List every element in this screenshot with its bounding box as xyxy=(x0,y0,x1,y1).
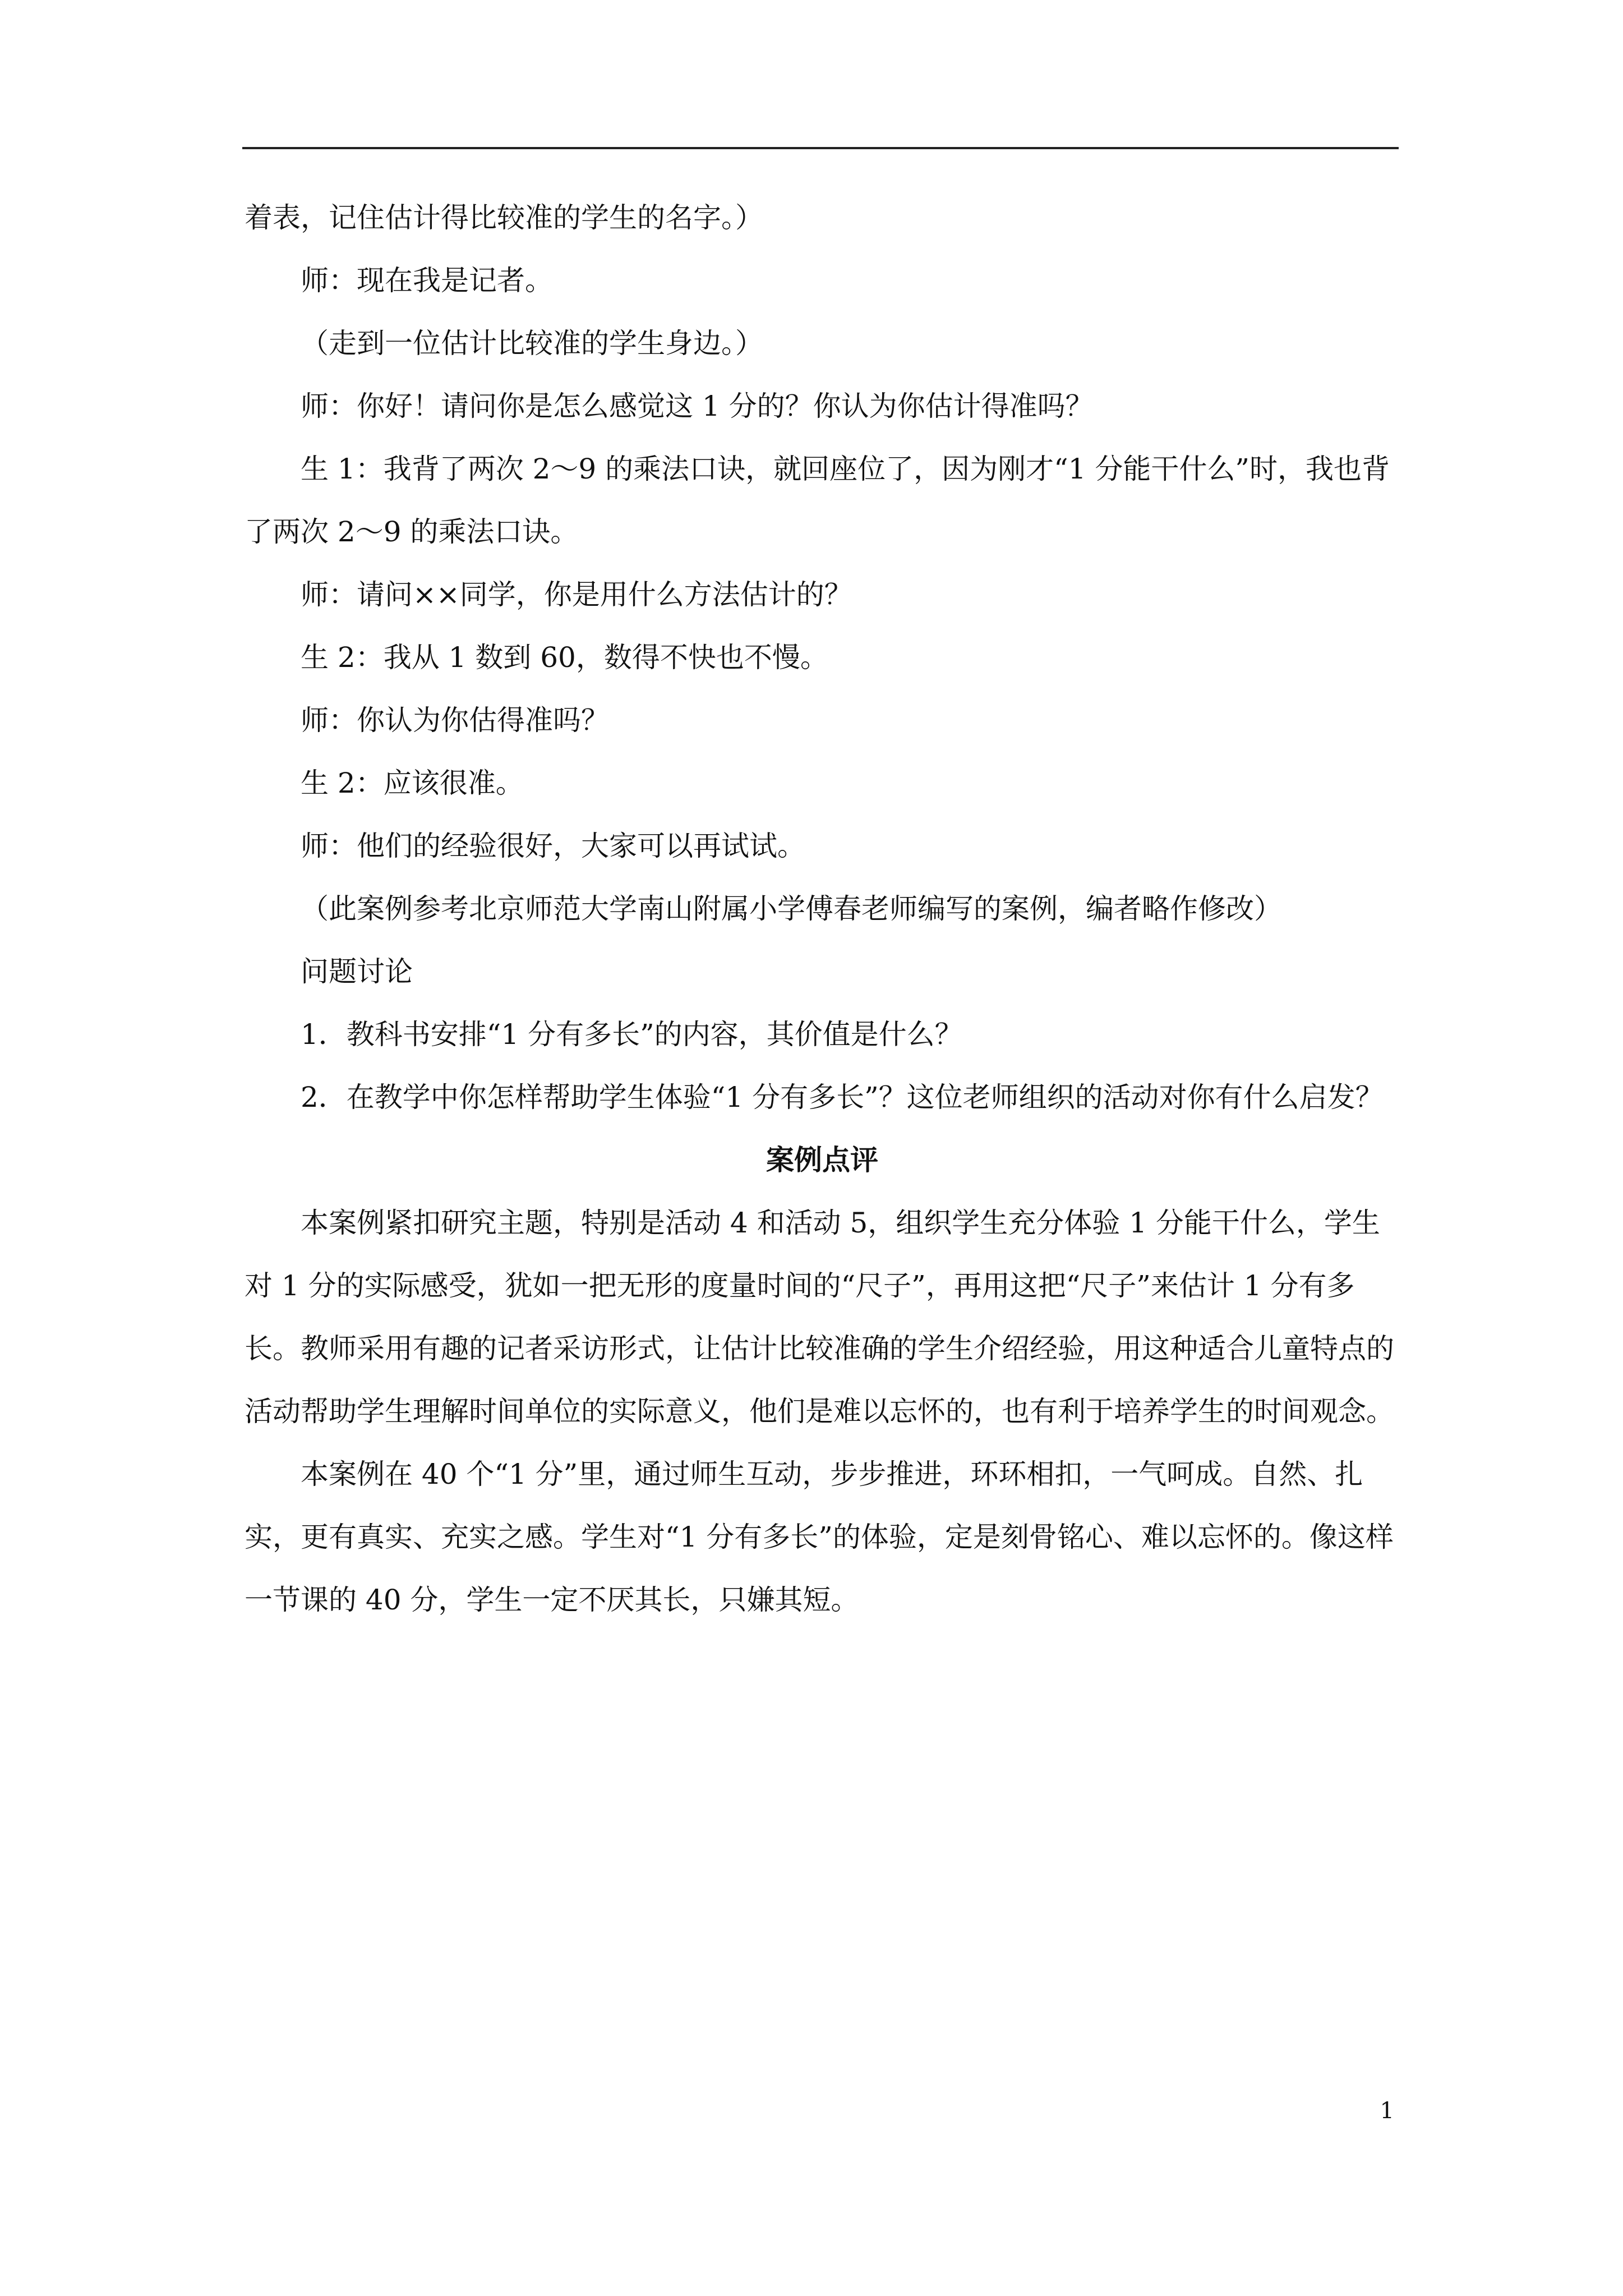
discussion-question-2: 2．在教学中你怎样帮助学生体验“1 分有多长”？这位老师组织的活动对你有什么启发？ xyxy=(301,1081,1384,1114)
dialogue-student-1: 生 1：我背了两次 2～9 的乘法口诀，就回座位了，因为刚才“1 分能干什么”时，我也背了两次 2～9 的乘法口诀。 xyxy=(245,453,1390,548)
dialogue-teacher-question: 师：你好！请问你是怎么感觉这 1 分的？你认为你估计得准吗？ xyxy=(301,390,1094,422)
discussion-heading: 问题讨论 xyxy=(301,955,413,988)
document-body xyxy=(245,186,1400,1631)
dialogue-student-2-count: 生 2：我从 1 数到 60，数得不快也不慢。 xyxy=(301,641,828,674)
case-source-note: （此案例参考北京师范大学南山附属小学傅春老师编写的案例，编者略作修改） xyxy=(301,892,1282,925)
dialogue-teacher-reporter: 师：现在我是记者。 xyxy=(301,264,553,297)
review-paragraph-1: 本案例紧扣研究主题，特别是活动 4 和活动 5，组织学生充分体验 1 分能干什么，学生对 1 分的实际感受，犹如一把无形的度量时间的“尺子”，再用这把“尺子”来估计 1 分有多长。教师采用有趣的记者采访形式，让估计比较准确的学生介绍经验，用这种适合儿童特点的活动帮助学生理解时间单位的实际意义，他们是难以忘怀的，也有利于培养学生的时间观念。 xyxy=(245,1207,1394,1428)
dialogue-student-2-answer: 生 2：应该很准。 xyxy=(301,767,524,799)
section-title-case-review: 案例点评 xyxy=(766,1144,878,1176)
review-paragraph-2: 本案例在 40 个“1 分”里，通过师生互动，步步推进，环环相扣，一气呵成。自然、扎实，更有真实、充实之感。学生对“1 分有多长”的体验，定是刻骨铭心、难以忘怀的。像这样一节课的 40 分，学生一定不厌其长，只嫌其短。 xyxy=(245,1458,1394,1616)
dialogue-teacher-accuracy: 师：你认为你估得准吗？ xyxy=(301,704,609,737)
page-number: 1 xyxy=(1380,2098,1394,2124)
dialogue-teacher-summary: 师：他们的经验很好，大家可以再试试。 xyxy=(301,830,805,862)
discussion-question-1: 1．教科书安排“1 分有多长”的内容，其价值是什么？ xyxy=(301,1018,963,1051)
header-rule xyxy=(242,147,1399,149)
dialogue-teacher-ask-method: 师：请问××同学，你是用什么方法估计的？ xyxy=(301,578,852,611)
stage-direction: （走到一位估计比较准的学生身边。） xyxy=(301,327,763,360)
paragraph-continuation: 着表，记住估计得比较准的学生的名字。） xyxy=(245,201,763,234)
